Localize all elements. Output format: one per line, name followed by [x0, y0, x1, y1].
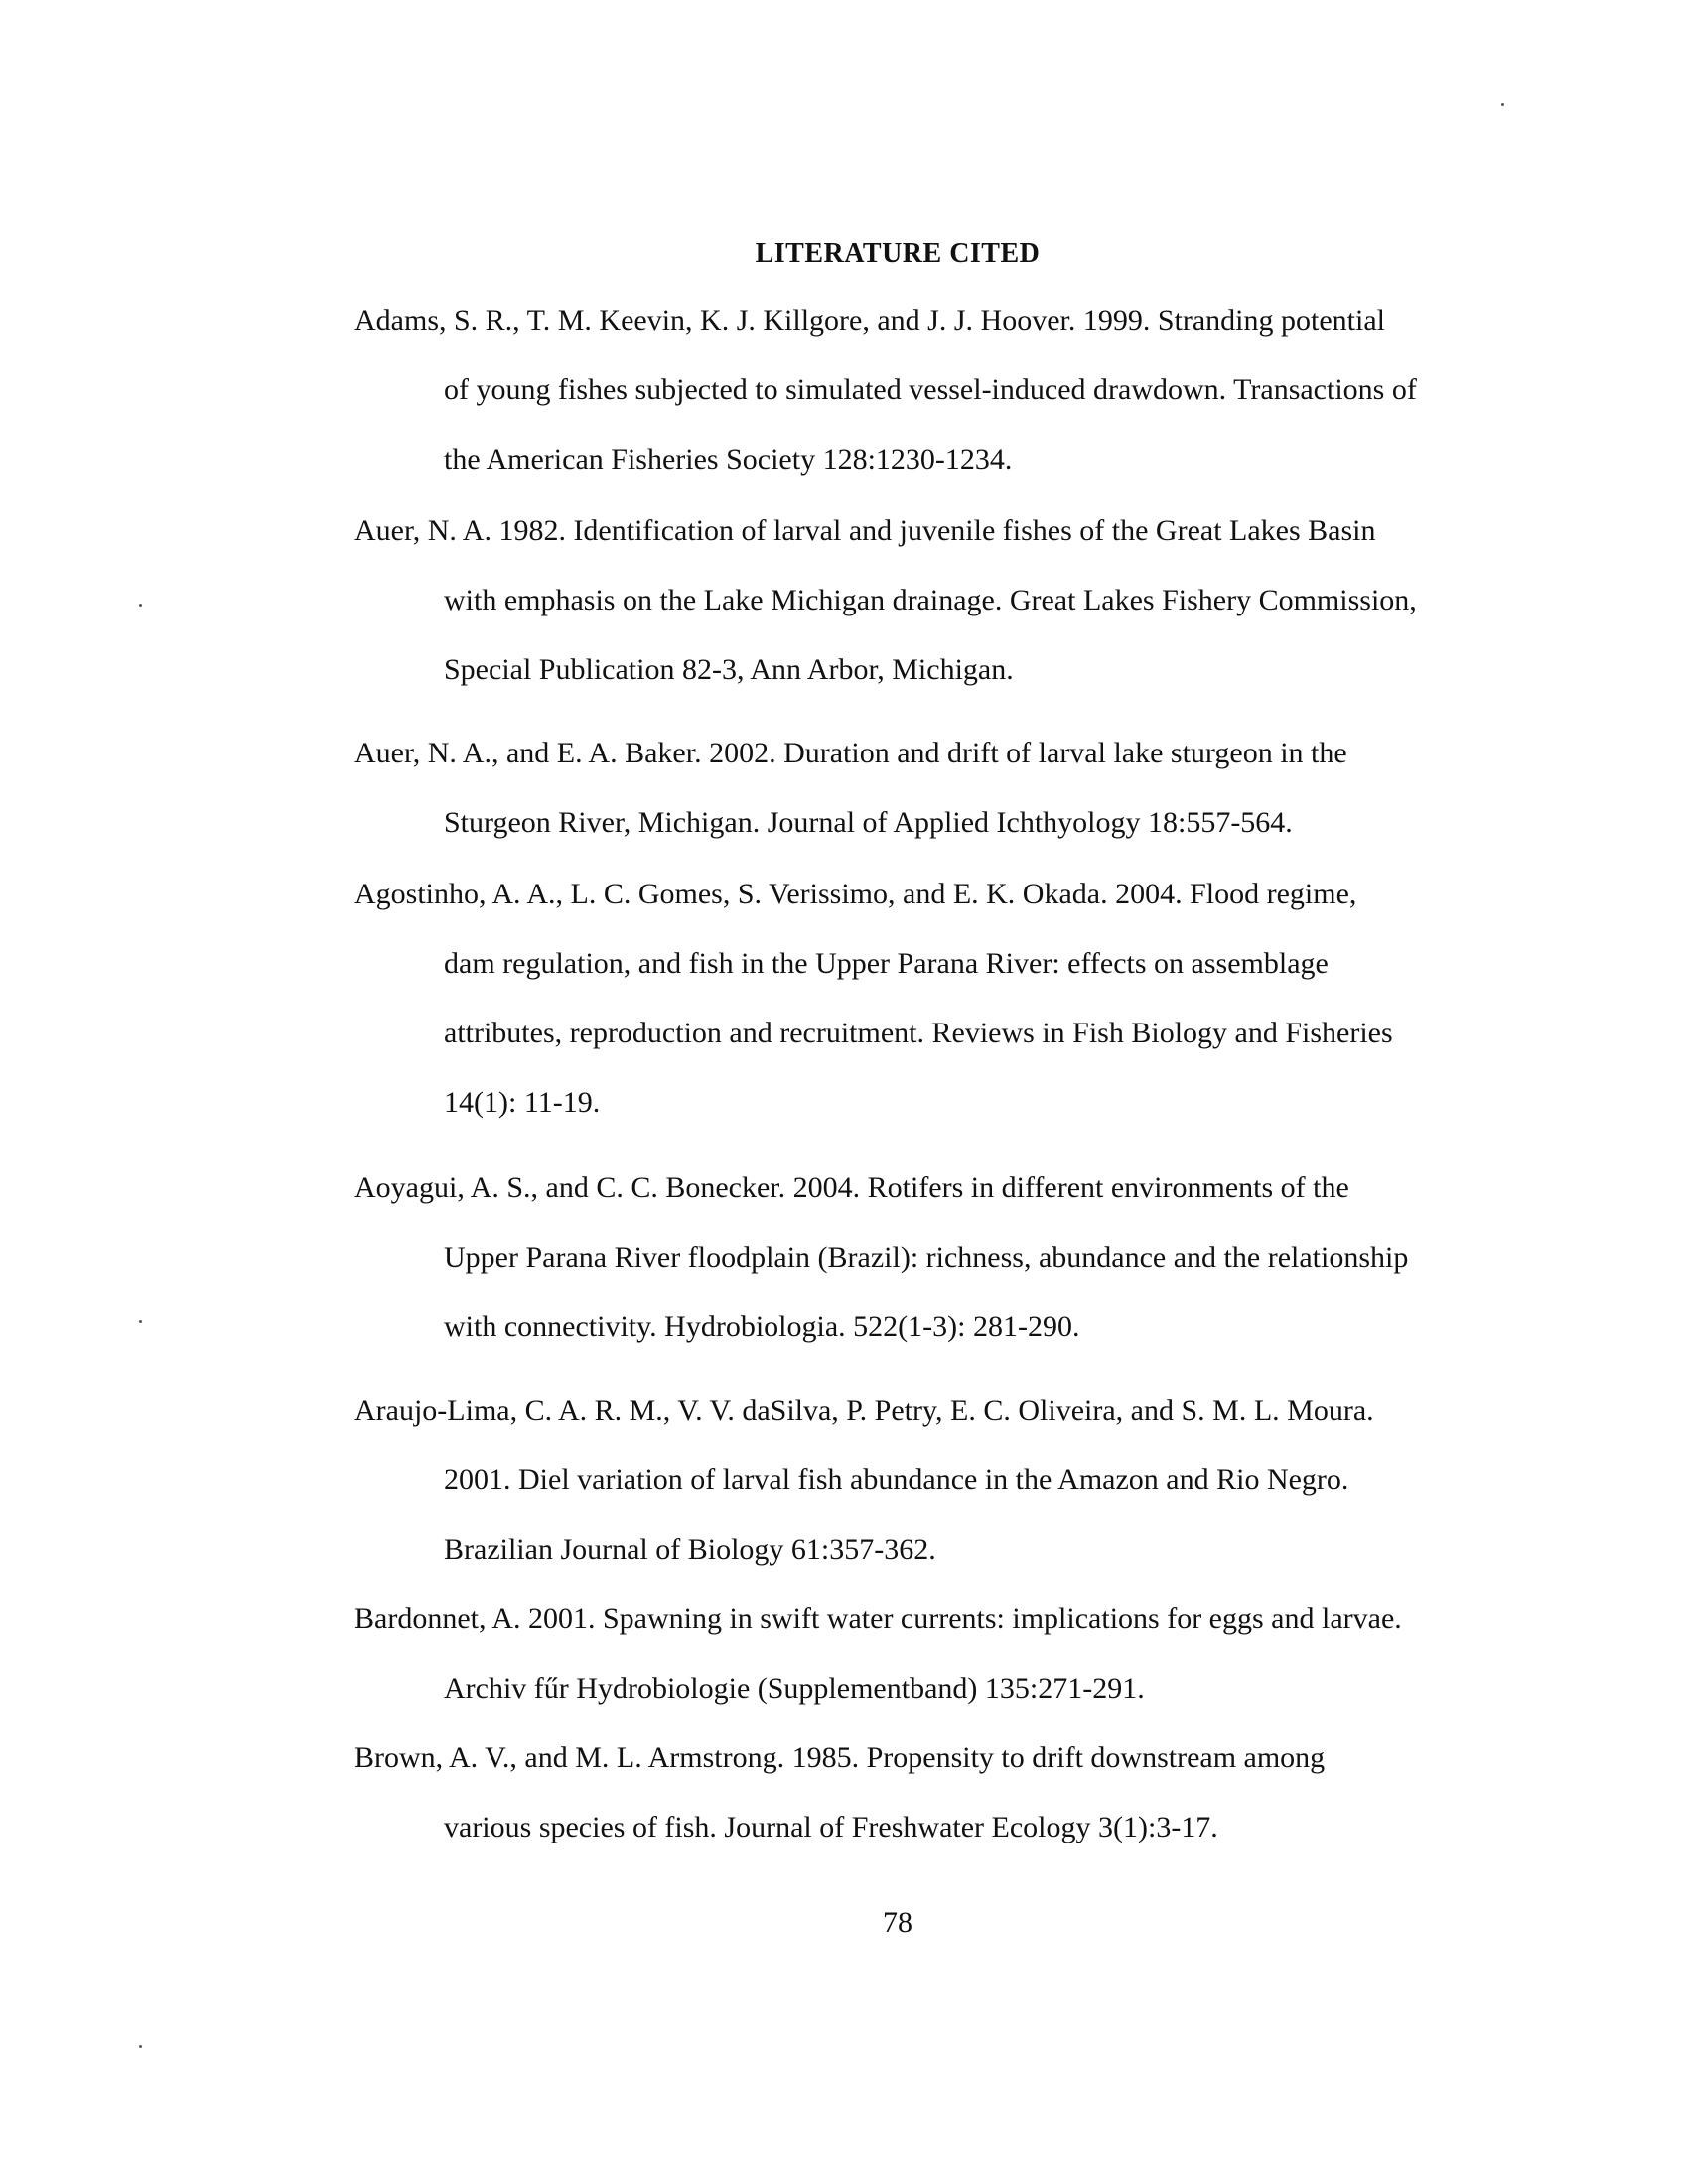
reference-line: with connectivity. Hydrobiologia. 522(1-3): 281-290. [444, 1310, 1080, 1343]
reference-line: Upper Parana River floodplain (Brazil): richness, abundance and the relationship [444, 1241, 1409, 1274]
scan-speck [139, 1320, 142, 1323]
scan-speck [139, 604, 142, 607]
page-title: LITERATURE CITED [755, 238, 1041, 269]
reference-line: Agostinho, A. A., L. C. Gomes, S. Verissimo, and E. K. Okada. 2004. Flood regime, [354, 878, 1357, 910]
reference-line: attributes, reproduction and recruitment. Reviews in Fish Biology and Fisheries [444, 1017, 1393, 1049]
reference-line: various species of fish. Journal of Freshwater Ecology 3(1):3-17. [444, 1811, 1218, 1843]
reference-entry [354, 1743, 1325, 1882]
reference-line: Brown, A. V., and M. L. Armstrong. 1985. Propensity to drift downstream among [354, 1741, 1326, 1774]
reference-line: with emphasis on the Lake Michigan drainage. Great Lakes Fishery Commission, [444, 584, 1417, 616]
scan-speck [1501, 103, 1504, 106]
reference-line: Auer, N. A., and E. A. Baker. 2002. Duration and drift of larval lake sturgeon in the [354, 737, 1347, 769]
reference-line: of young fishes subjected to simulated vessel-induced drawdown. Transactions of [444, 373, 1417, 406]
scan-speck [139, 2045, 142, 2048]
reference-entry [354, 739, 1347, 878]
reference-line: dam regulation, and fish in the Upper Parana River: effects on assemblage [444, 947, 1329, 980]
reference-line: Auer, N. A. 1982. Identification of larval and juvenile fishes of the Great Lakes Basin [354, 514, 1376, 547]
reference-line: 14(1): 11-19. [444, 1086, 601, 1119]
reference-line: Sturgeon River, Michigan. Journal of Applied Ichthyology 18:557-564. [444, 806, 1293, 839]
reference-entry [354, 516, 1417, 725]
reference-entry [354, 1173, 1408, 1382]
reference-line: Aoyagui, A. S., and C. C. Bonecker. 2004. Rotifers in different environments of the [354, 1171, 1349, 1204]
reference-line: Araujo-Lima, C. A. R. M., V. V. daSilva, P. Petry, E. C. Oliveira, and S. M. L. Moura. [354, 1394, 1374, 1427]
reference-line: Special Publication 82-3, Ann Arbor, Michigan. [444, 653, 1014, 686]
reference-line: 2001. Diel variation of larval fish abundance in the Amazon and Rio Negro. [444, 1463, 1349, 1496]
reference-line: the American Fisheries Society 128:1230-1234. [444, 443, 1013, 476]
reference-entry [354, 1604, 1402, 1743]
page-number: 78 [883, 1906, 912, 1939]
reference-line: Archiv fűr Hydrobiologie (Supplementband) 135:271-291. [444, 1672, 1145, 1705]
reference-entry [354, 306, 1417, 514]
reference-entry [354, 1396, 1374, 1604]
reference-line: Adams, S. R., T. M. Keevin, K. J. Killgore, and J. J. Hoover. 1999. Stranding potential [354, 304, 1385, 337]
reference-entry [354, 880, 1393, 1158]
reference-line: Brazilian Journal of Biology 61:357-362. [444, 1533, 936, 1566]
reference-line: Bardonnet, A. 2001. Spawning in swift water currents: implications for eggs and larvae. [354, 1602, 1402, 1635]
